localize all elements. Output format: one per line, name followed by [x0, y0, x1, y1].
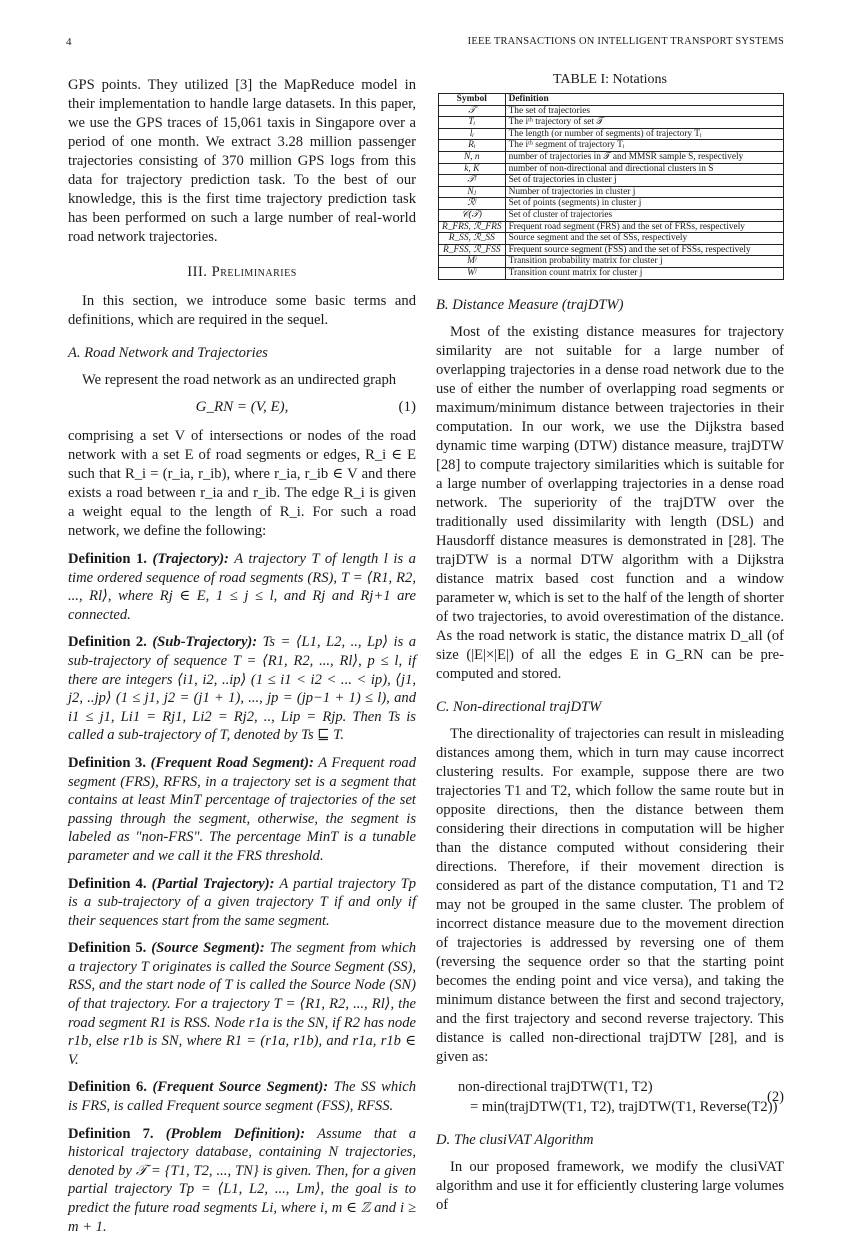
road-paragraph-1: We represent the road network as an undirected graph — [82, 372, 397, 388]
road-paragraph-2: comprising a set V of intersections or nodes of the road network with a set E of road segments or edges, R_i ∈ E such that R_i = (r_ia, r_ib), where r_ia, r_ib ∈ V and there exists a road between r_ia and r_ib. The edge R_i is given a weight equal to the length of R_i. For such a road network, we define the following: — [68, 428, 416, 539]
table-cell-symbol: R_SS, ℛ_SS — [439, 233, 506, 245]
table-row — [439, 140, 784, 152]
table-cell-symbol: lᵢ — [439, 128, 506, 140]
table-cell-definition: Frequent source segment (FSS) and the set of FSSs, respectively — [505, 244, 783, 256]
table-cell-definition: number of non-directional and directional clusters in S — [505, 163, 783, 175]
table-row — [439, 233, 784, 245]
subsection-a-title: A. Road Network and Trajectories — [68, 345, 268, 361]
table-cell-definition: number of trajectories in 𝒯 and MMSR sample S, respectively — [505, 151, 783, 163]
table-row — [439, 117, 784, 129]
table-header-symbol: Symbol — [439, 94, 506, 106]
definition-text: The segment from which a trajectory T originates is called the Source Segment (SS), RSS, and the start node of T is called the Source Node (SN) of that trajectory. For a trajectory T = ⟨R1, R2, ..., Rl⟩, the road segment R1 is RSS. Node r1a is the SN, if R2 has node r1b, else r1b is SN, where R1 = (r1a, r1b), and r1a, r1b ∈ V. — [68, 940, 417, 1068]
table-cell-definition: Set of points (segments) in cluster j — [505, 198, 783, 210]
definition-title: (Frequent Road Segment): — [150, 754, 314, 771]
table-row — [439, 186, 784, 198]
table-cell-symbol: R_FRS, ℛ_FRS — [439, 221, 506, 233]
journal-header: IEEE TRANSACTIONS ON INTELLIGENT TRANSPORT SYSTEMS — [467, 36, 784, 47]
notation-table — [438, 93, 784, 280]
page-number: 4 — [66, 36, 72, 48]
table-cell-symbol: 𝒞(𝒯) — [439, 209, 506, 221]
table-cell-definition: Number of trajectories in cluster j — [505, 186, 783, 198]
table-row — [439, 198, 784, 210]
table-cell-symbol: Nⱼ — [439, 186, 506, 198]
definition-label: Definition 6. — [68, 1079, 147, 1096]
table-cell-symbol: Rᵢ — [439, 140, 506, 152]
intro-paragraph: GPS points. They utilized [3] the MapReduce model in their implementation to handle large datasets. In this paper, we use the GPS traces of 15,061 taxis in Singapore over a period of one month. We extract 3.28 million passenger trajectories consisting of 370 million GPS logs from this data for trajectory prediction task. To the best of our knowledge, this is the first time trajectory prediction task has been performed on such a large number of real-world road network trajectories. — [68, 77, 416, 245]
table-cell-symbol: R_FSS, ℛ_FSS — [439, 244, 506, 256]
table-row — [439, 209, 784, 221]
definition-text: The SS which is FRS, is called Frequent source segment (FSS), RFSS. — [68, 1079, 416, 1115]
equation-2-number: (2) — [766, 1088, 784, 1105]
table-cell-definition: Set of trajectories in cluster j — [505, 175, 783, 187]
definition-5 — [68, 939, 416, 1069]
section-title: III. Preliminaries — [187, 264, 297, 280]
definition-label: Definition 1. — [68, 551, 147, 567]
definition-label: Definition 2. — [68, 634, 147, 651]
table-row — [439, 267, 784, 279]
table-row — [439, 175, 784, 187]
table-cell-definition: The set of trajectories — [505, 105, 783, 117]
table-cell-definition: The iᵗʰ trajectory of set 𝒯 — [505, 117, 783, 129]
definition-text: Ts = ⟨L1, L2, .., Lp⟩ is a sub-trajectory of sequence T = ⟨R1, R2, ..., Rl⟩, p ≤ l, if there are integers ⟨i1, i2, ..ip⟩ (1 ≤ i1 < i2 < ... < ip), ⟨j1, j2, ..jp⟩ (1 ≤ j1, j2 = (j1 + 1), ..., jp = (jp−1 + 1) ≤ l), and i1 ≤ j1, Li1 = Rj1, Li2 = Rj2, .., Lip = Rjp. Then Ts is called a sub-trajectory of T, denoted by Ts ⊑ T. — [68, 634, 417, 744]
right-column — [436, 70, 784, 1215]
table-cell-definition: Transition count matrix for cluster j — [505, 267, 783, 279]
table-row — [439, 151, 784, 163]
table-row — [439, 256, 784, 268]
definition-1 — [68, 550, 416, 624]
table-cell-symbol: Wʲ — [439, 267, 506, 279]
definition-title: (Trajectory): — [152, 551, 229, 567]
definition-title: (Sub-Trajectory): — [152, 634, 258, 651]
table-row — [439, 128, 784, 140]
table-cell-definition: Transition probability matrix for cluster j — [505, 256, 783, 268]
table-cell-symbol: 𝒯 — [439, 105, 506, 117]
table-cell-definition: Frequent road segment (FRS) and the set of FRSs, respectively — [505, 221, 783, 233]
equation-1-number: (1) — [398, 399, 416, 415]
equation-1-body: G_RN = (V, E), — [195, 399, 289, 415]
table-cell-symbol: k, K — [439, 163, 506, 175]
equation-2 — [458, 1077, 784, 1117]
table-header-row — [439, 94, 784, 106]
definition-2 — [68, 633, 416, 745]
definition-6 — [68, 1078, 416, 1115]
table-caption: TABLE I: Notations — [553, 72, 667, 87]
subsection-c-title: C. Non-directional trajDTW — [436, 698, 602, 715]
definition-3 — [68, 754, 416, 866]
table-cell-symbol: 𝒯ʲ — [439, 175, 506, 187]
section-intro: In this section, we introduce some basic terms and definitions, which are required in the sequel. — [68, 293, 416, 328]
equation-1 — [68, 398, 416, 417]
definition-4 — [68, 875, 416, 931]
table-cell-symbol: Tᵢ — [439, 117, 506, 129]
definition-title: (Problem Definition): — [165, 1125, 306, 1142]
definition-label: Definition 3. — [68, 754, 146, 771]
table-cell-definition: The iᵗʰ segment of trajectory Tᵢ — [505, 140, 783, 152]
definition-title: (Partial Trajectory): — [151, 875, 275, 892]
subsection-d-title: D. The clusiVAT Algorithm — [436, 1131, 594, 1148]
table-cell-symbol: Mʲ — [439, 256, 506, 268]
table-cell-definition: The length (or number of segments) of trajectory Tᵢ — [505, 128, 783, 140]
table-row — [439, 244, 784, 256]
equation-2-line-2: = min(trajDTW(T1, T2), trajDTW(T1, Reverse(T2)) — [470, 1098, 778, 1115]
table-cell-definition: Source segment and the set of SSs, respectively — [505, 233, 783, 245]
definition-label: Definition 7. — [68, 1125, 154, 1142]
definition-7 — [68, 1125, 416, 1236]
left-column — [68, 76, 416, 1236]
definition-text: A Frequent road segment (FRS), RFRS, in a trajectory set is a segment that contains at least MinT percentage of trajectories of the set passing through the segment, otherwise, the segment is labeled as "non-FRS". The percentage MinT is a tunable parameter and we call it the FRS threshold. — [68, 754, 417, 864]
definition-text: A trajectory T of length l is a time ordered sequence of road segments (RS), T = ⟨R1, R2, ..., Rl⟩, where Rj ∈ E, 1 ≤ j ≤ l, and Rj and Rj+1 are connected. — [68, 551, 416, 623]
table-header-definition: Definition — [505, 94, 783, 106]
definition-label: Definition 5. — [68, 940, 147, 957]
definition-text: A partial trajectory Tp is a sub-trajectory of a given trajectory T if and only if their sequences start from the same segment. — [68, 875, 416, 929]
definitions-list — [68, 550, 416, 1236]
definition-title: (Frequent Source Segment): — [152, 1079, 329, 1096]
clusivat-paragraph: In our proposed framework, we modify the clusiVAT algorithm and use it for efficiently clustering large volumes of — [436, 1158, 784, 1213]
definition-label: Definition 4. — [68, 875, 147, 892]
table-cell-symbol: N, n — [439, 151, 506, 163]
subsection-b-title: B. Distance Measure (trajDTW) — [436, 296, 624, 313]
table-row — [439, 105, 784, 117]
table-cell-symbol: ℛʲ — [439, 198, 506, 210]
definition-title: (Source Segment): — [151, 940, 265, 957]
equation-2-line-1: non-directional trajDTW(T1, T2) — [458, 1078, 653, 1095]
table-row — [439, 163, 784, 175]
table-row — [439, 221, 784, 233]
table-cell-definition: Set of cluster of trajectories — [505, 209, 783, 221]
non-directional-paragraph: The directionality of trajectories can result in misleading distances among them, which in turn may cause incorrect clustering results. For example, suppose there are two trajectories T1 and T2, which follow the same route but in opposite directions, then the distance between them considering their directions in computation will be higher than the distance computed without considering their directions. Therefore, if their movement direction is considered as part of the distance computation, T1 and T2 may not be grouped in the same cluster. The problem of incorrect distance measure due to the movement direction of trajectories is addressed by reversing one of them (reversing the sequence order so that the starting point becomes the ending point and vice versa), and taking the minimum distance between the first and second trajectory, and the first trajectory and second reverse trajectory. This distance is called non-directional trajDTW [28], and is given as: — [436, 725, 784, 1065]
distance-measure-paragraph: Most of the existing distance measures for trajectory similarity are not suitable for a large number of overlapping trajectories in a dense road network due to the use of either the number of overlapping road segments or maximum/minimum distance between trajectories in their computation. In our work, we use the Dijkstra based dynamic time warping (DTW) distance measure, trajDTW [28] to compute trajectory similarities which is suitable for a large number of overlapping trajectories in a dense road network. The superiority of the trajDTW over the traditionally used dissimilarity with length (DSL) and Hausdorff distance measures is demonstrated in [28]. The trajDTW is a normal DTW algorithm with a Dijkstra distance matrix based cost function and a window parameter w, which is set to the half of the length of shorter of two trajectories, to avoid overestimation of the distance. As the road network is static, the distance matrix D_all (of size (|E|×|E|) of all the edges E in G_RN can be pre-computed and stored. — [436, 323, 784, 682]
definition-text: Assume that a historical trajectory database, containing N trajectories, denoted by 𝒯 = {T1, T2, ..., TN} is given. Then, for a given partial trajectory Tp = ⟨L1, L2, ..., Lm⟩, the goal is to predict the future road segments Li, where i, m ∈ ℤ and i ≥ m + 1. — [68, 1125, 416, 1235]
